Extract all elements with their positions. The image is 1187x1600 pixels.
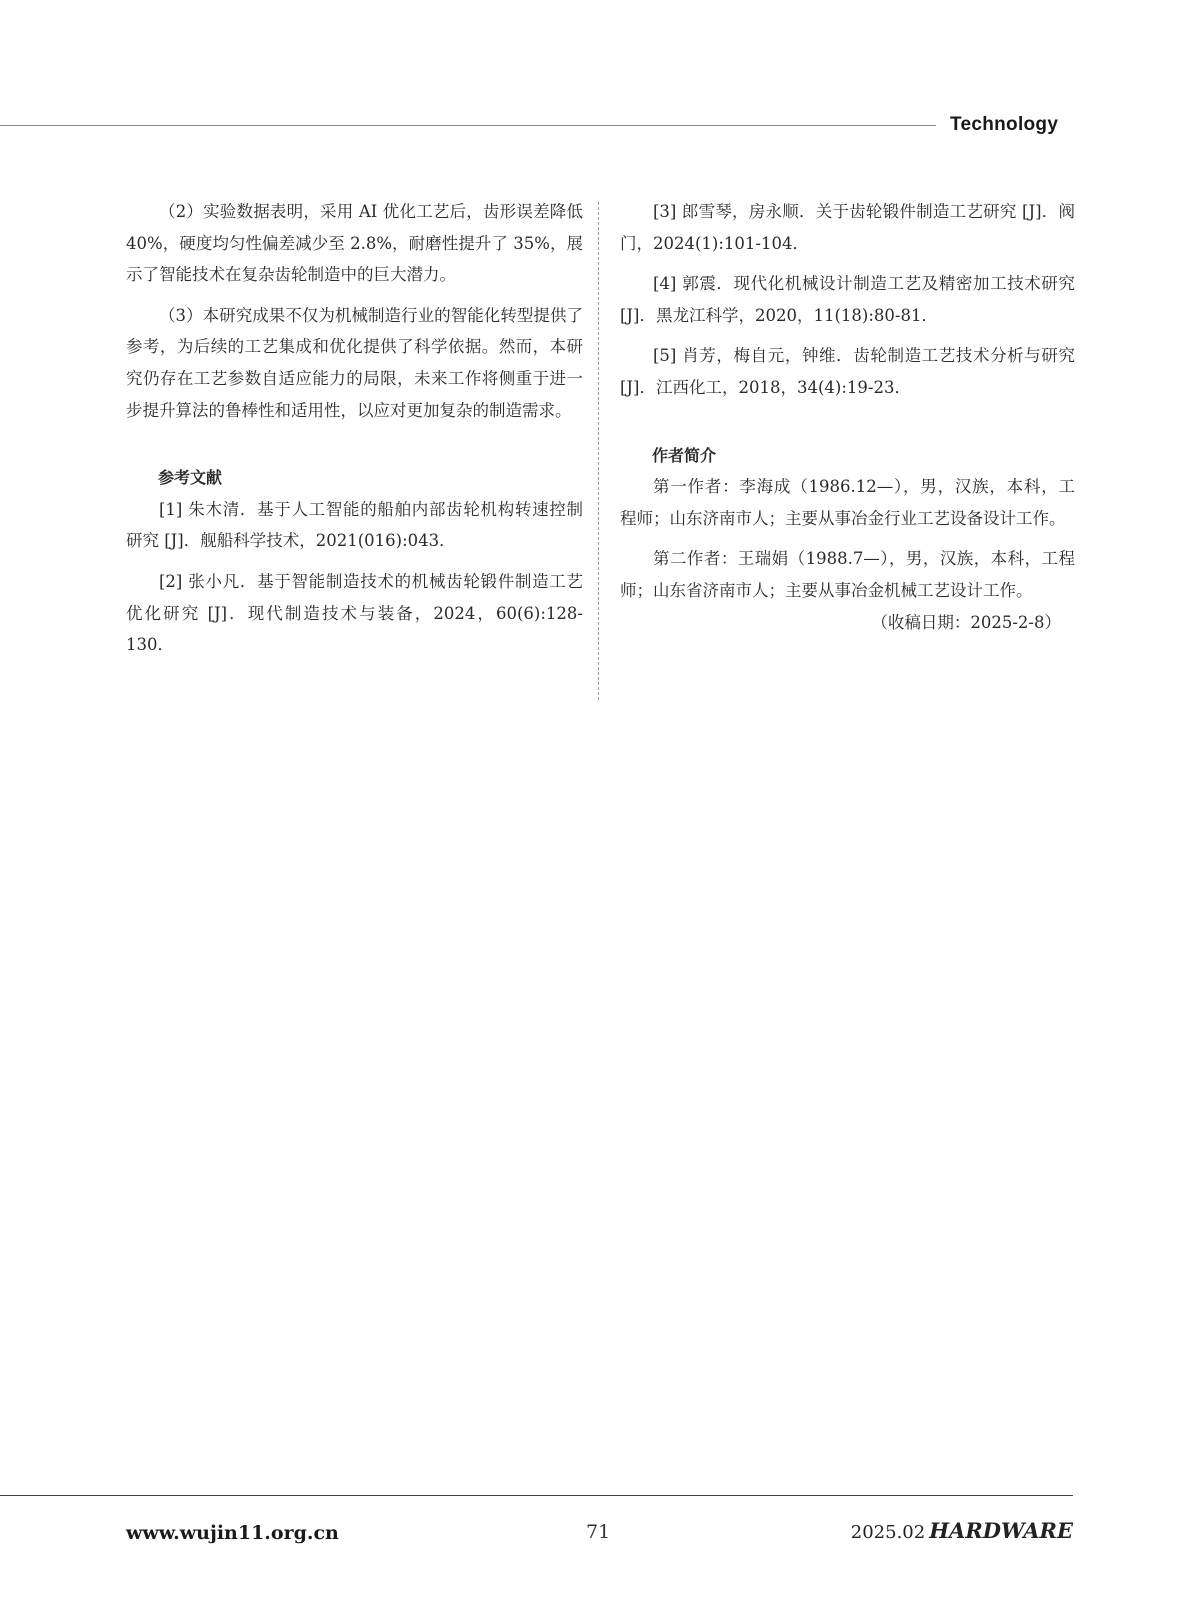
section-tag: Technology — [950, 114, 1059, 135]
left-column — [126, 196, 583, 661]
first-author-bio: 第一作者：李海成（1986.12—），男，汉族，本科，工程师；山东济南市人；主要从事冶金行业工艺设备设计工作。 — [620, 477, 1075, 528]
reference-item: [3] 郎雪琴，房永顺．关于齿轮锻件制造工艺研究 [J]．阀门，2024(1):101-104． — [620, 202, 1075, 253]
journal-name: HARDWARE — [929, 1518, 1073, 1543]
footer-website-link[interactable]: www.wujin11.org.cn — [126, 1522, 339, 1544]
reference-item: [1] 朱木清．基于人工智能的船舶内部齿轮机构转速控制研究 [J]．舰船科学技术，2021(016):043． — [126, 499, 583, 551]
issue-date: 2025.02 — [850, 1522, 926, 1543]
page-number: 71 — [586, 1521, 611, 1543]
header-rule — [0, 125, 936, 126]
right-column — [620, 196, 1075, 638]
conclusion-paragraph-2: （2）实验数据表明，采用 AI 优化工艺后，齿形误差降低 40%，硬度均匀性偏差减少至 2.8%，耐磨性提升了 35%，展示了智能技术在复杂齿轮制造中的巨大潜力。 — [126, 202, 583, 285]
footer-issue — [851, 1518, 1073, 1543]
reference-item: [2] 张小凡．基于智能制造技术的机械齿轮锻件制造工艺优化研究 [J]．现代制造技术与装备，2024，60(6):128-130． — [126, 571, 583, 655]
received-date: （收稿日期：2025-2-8） — [871, 612, 1061, 632]
column-divider — [598, 202, 599, 700]
footer-rule — [0, 1495, 1073, 1496]
author-info-heading: 作者简介 — [652, 445, 717, 465]
reference-item: [4] 郭震．现代化机械设计制造工艺及精密加工技术研究 [J]．黑龙江科学，2020，11(18):80-81． — [620, 274, 1075, 325]
references-heading: 参考文献 — [158, 468, 223, 488]
conclusion-paragraph-3: （3）本研究成果不仅为机械制造行业的智能化转型提供了参考，为后续的工艺集成和优化提供了科学依据。然而，本研究仍存在工艺参数自适应能力的局限，未来工作将侧重于进一步提升算法的鲁棒性和适用性，以应对更加复杂的制造需求。 — [126, 305, 583, 420]
reference-item: [5] 肖芳，梅自元，钟维．齿轮制造工艺技术分析与研究 [J]．江西化工，2018，34(4):19-23． — [620, 346, 1075, 397]
second-author-bio: 第二作者：王瑞娟（1988.7—），男，汉族，本科，工程师；山东省济南市人；主要从事冶金机械工艺设计工作。 — [620, 549, 1075, 600]
